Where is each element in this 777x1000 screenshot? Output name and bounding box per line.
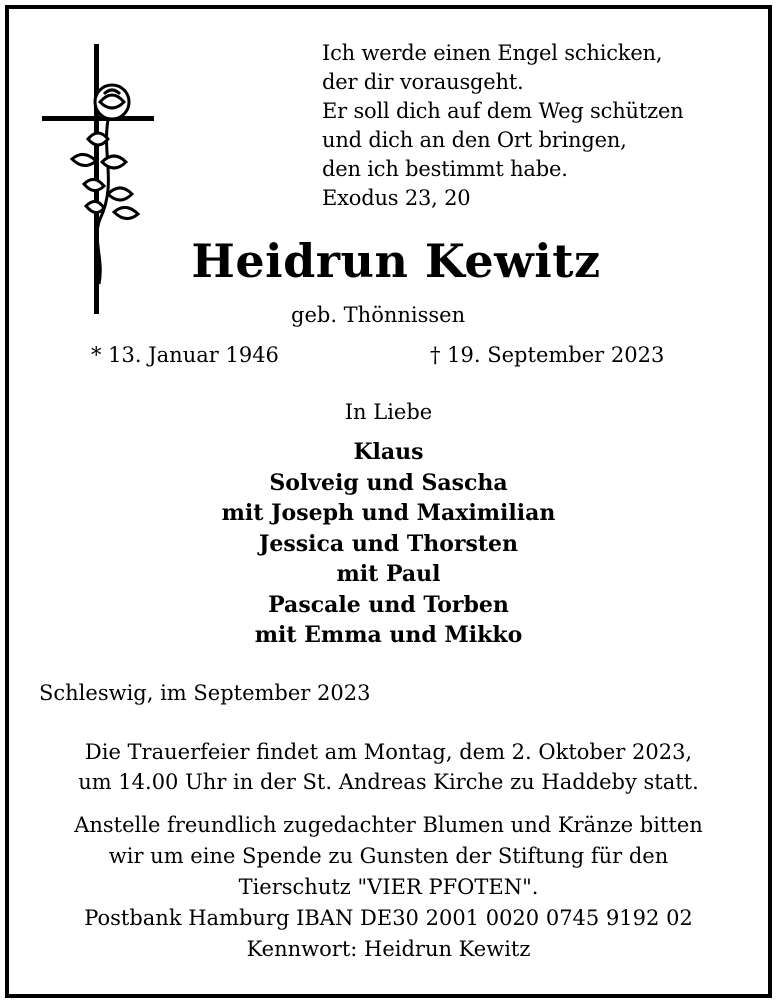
mourner-name: Pascale und Torben — [268, 591, 509, 618]
bank-details: Postbank Hamburg IBAN DE30 2001 0020 0745 9192 02 — [84, 906, 693, 930]
donation-line: Anstelle freundlich zugedachter Blumen und Kränze bitten — [74, 813, 703, 837]
place-and-date: Schleswig, im September 2023 — [39, 681, 371, 705]
funeral-service-info — [9, 737, 768, 797]
donation-line: wir um eine Spende zu Gunsten der Stiftung für den — [108, 844, 669, 868]
obituary-notice — [5, 5, 772, 998]
donation-keyword: Kennwort: Heidrun Kewitz — [246, 937, 531, 961]
verse-line: der dir vorausgeht. — [322, 70, 524, 94]
bible-verse — [322, 39, 684, 213]
verse-line: und dich an den Ort bringen, — [322, 128, 627, 152]
mourner-name: Jessica und Thorsten — [258, 530, 519, 557]
mourner-name: mit Joseph und Maximilian — [221, 500, 556, 526]
mourner-name: mit Emma und Mikko — [254, 622, 523, 648]
ceremony-line: Die Trauerfeier findet am Montag, dem 2. Oktober 2023, — [84, 740, 693, 764]
mourner-name: mit Paul — [336, 561, 441, 587]
donation-line: Tierschutz "VIER PFOTEN". — [238, 875, 539, 899]
donation-request — [9, 810, 768, 965]
birth-name: geb. Thönnissen — [291, 303, 466, 327]
verse-line: Er soll dich auf dem Weg schützen — [322, 99, 684, 123]
death-date: † 19. September 2023 — [430, 343, 665, 367]
birth-date: * 13. Januar 1946 — [91, 343, 279, 367]
mourner-name: Klaus — [353, 439, 424, 465]
mourner-name: Solveig und Sascha — [269, 469, 508, 496]
ceremony-line: um 14.00 Uhr in der St. Andreas Kirche zu Haddeby statt. — [78, 770, 699, 794]
verse-reference: Exodus 23, 20 — [322, 186, 471, 210]
verse-line: Ich werde einen Engel schicken, — [322, 41, 663, 65]
mourners-list — [9, 437, 768, 651]
deceased-name: Heidrun Kewitz — [191, 234, 601, 288]
mourners-intro: In Liebe — [344, 400, 433, 424]
verse-line: den ich bestimmt habe. — [322, 157, 568, 181]
